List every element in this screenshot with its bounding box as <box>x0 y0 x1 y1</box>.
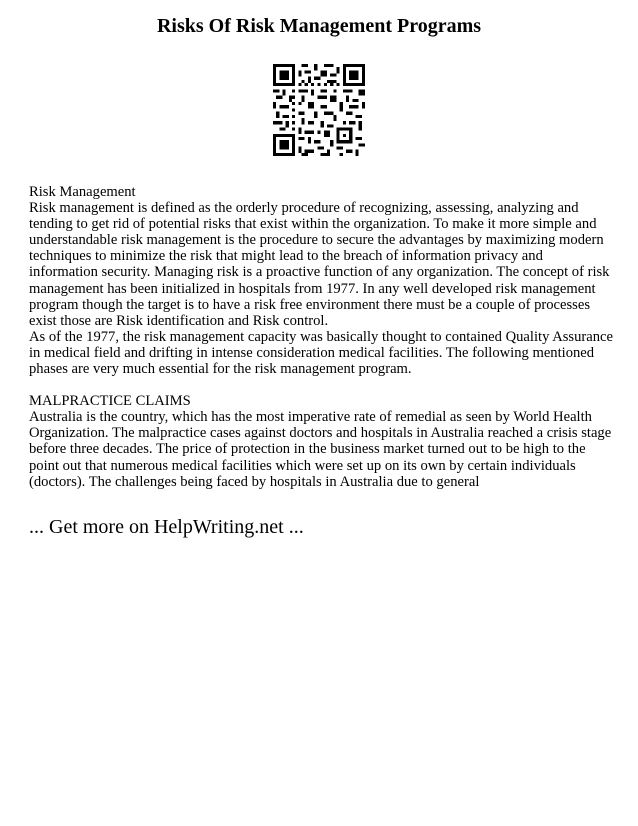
get-more-link[interactable]: ... Get more on HelpWriting.net ... <box>29 516 304 538</box>
paragraph: Australia is the country, which has the most imperative rate of remedial as seen by World Health Organization. The malpractice cases against doctors and hospitals in Australia reached a crisis stage before three decades. The price of protection in the business market turned out to be high to the point out that numerous medical facilities which were set up on its own by certain individuals (doctors). The challenges being faced by hospitals in Australia due to general <box>29 409 612 490</box>
subheading: MALPRACTICE CLAIMS <box>29 393 191 410</box>
section-heading: Risk Management <box>29 184 136 200</box>
qr-code-icon <box>273 64 365 156</box>
paragraph: As of the 1977, the risk management capacity was basically thought to contained Quality Assurance in medical field and drifting in intense consideration medical facilities. The following mentioned phases are very much essential for the risk management program. <box>29 328 613 378</box>
paragraph: Risk management is defined as the orderly procedure of recognizing, assessing, analyzing and tending to get rid of potential risks that exist within the organization. To make it more simple and understandable risk management is the procedure to secure the advantages by maximizing modern techniques to minimize the risk that might lead to the breach of information privacy and information security. Managing risk is a proactive function of any organization. The concept of risk management has been initialized in hospitals from 1977. In any well developed risk management program though the target is to have a risk free environment there must be a couple of processes exist those are Risk identification and Risk control. <box>29 200 610 329</box>
document-title: Risks Of Risk Management Programs <box>156 15 482 37</box>
spacer <box>29 377 614 393</box>
document-body <box>29 184 614 490</box>
